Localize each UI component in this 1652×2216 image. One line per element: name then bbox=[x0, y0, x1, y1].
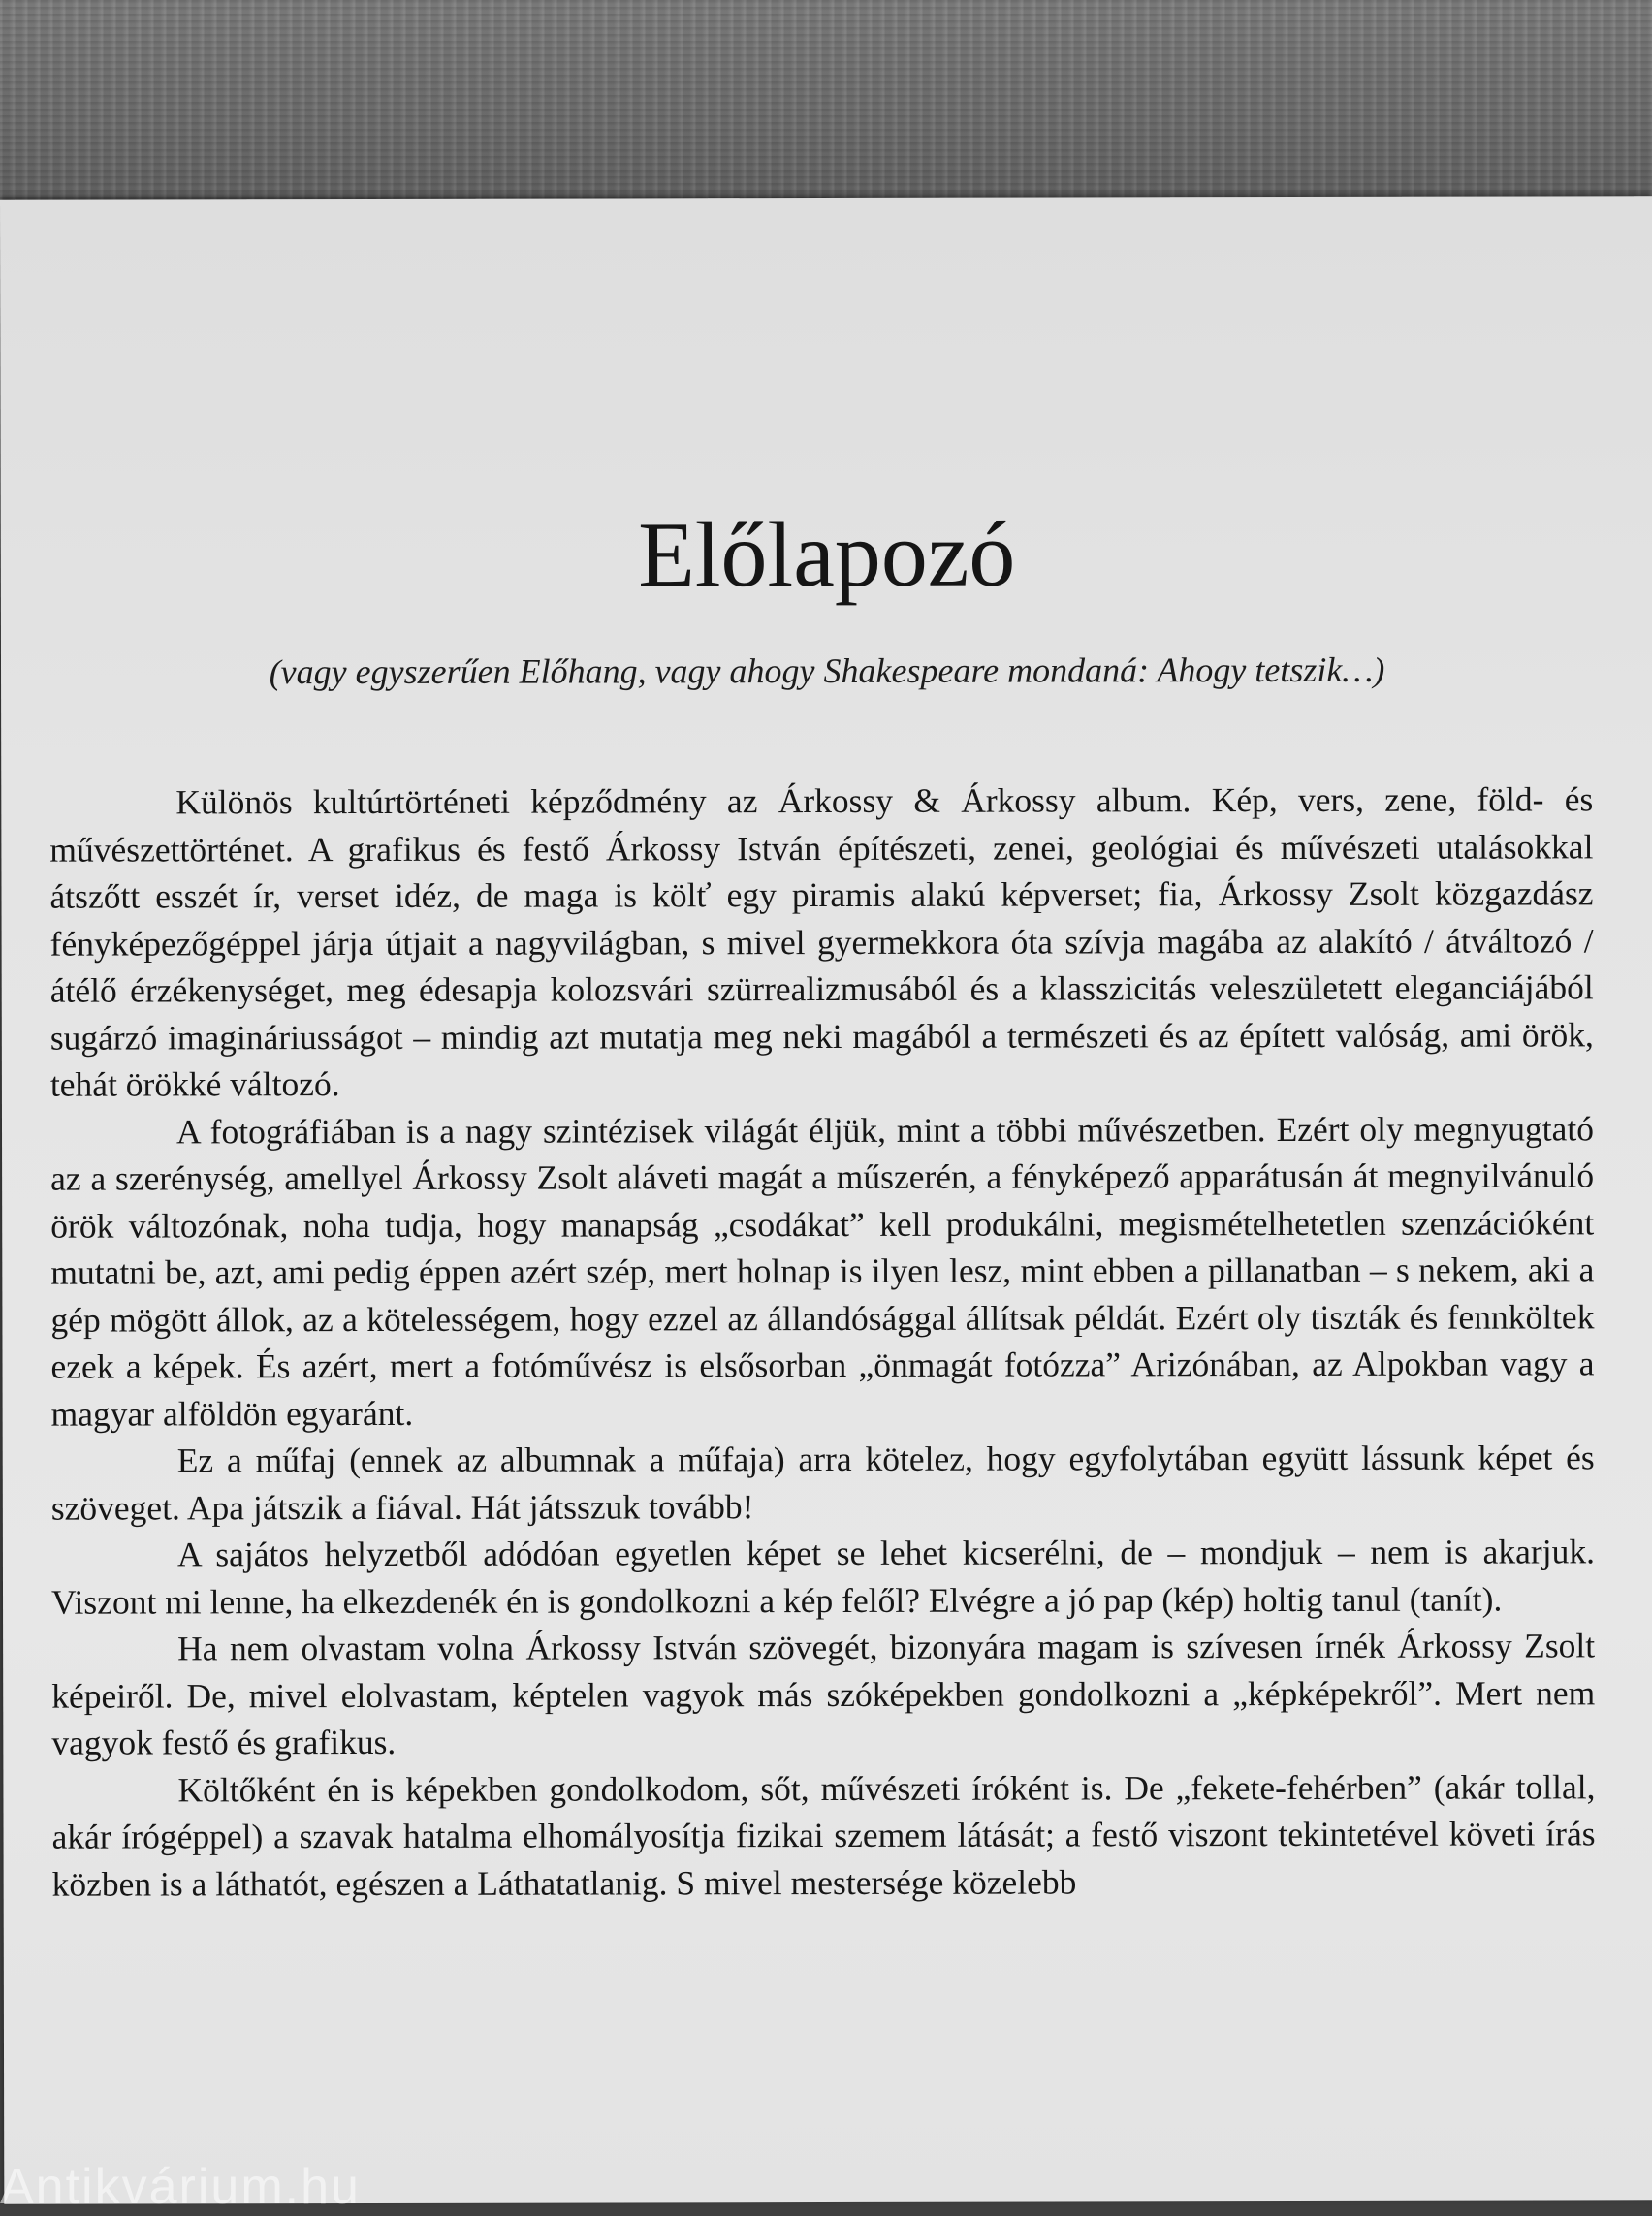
page-subtitle: (vagy egyszerűen Előhang, vagy ahogy Shakespeare mondaná: Ahogy tetszik…) bbox=[269, 649, 1385, 692]
page-title: Előlapozó bbox=[638, 501, 1016, 607]
paragraph-5: Ha nem olvastam volna Árkossy István szövegét, bizonyára magam is szívesen írnék Árkossy Zsolt képeiről. De, mivel elolvastam, képtelen vagyok más szóképekben gondolkozni a „képképekről”. Mert nem vagyok festő és grafikus. bbox=[51, 1626, 1596, 1762]
document-page bbox=[0, 196, 1652, 2204]
paragraph-6: Költőként én is képekben gondolkodom, sőt, művészeti íróként is. De „fekete-fehérben” (akár tollal, akár írógéppel) a szavak hatalma elhomályosítja fizikai szemem látását; a festő viszont tekintetével követi írás közben is a láthatót, egészen a Láthatatlanig. S mivel mestersége közelebb bbox=[51, 1766, 1596, 1904]
paragraph-2: A fotográfiában is a nagy szintézisek világát éljük, mint a többi művészetben. Ezért oly megnyugtató az a szerénység, amellyel Árkossy Zsolt aláveti magát a műszerén, a fényképező apparátusán át megnyilvánuló örök változónak, noha tudja, hogy manapság „csodákat” kell produkálni, megismételhetetlen szenzációként mutatni be, azt, ami pedig éppen azért szép, mert holnap is ilyen lesz, mint ebben a pillanatban – s nekem, aki a gép mögött állok, az a kötelességem, hogy ezzel az állandósággal állítsak példát. Ezért oly tiszták és fennköltek ezek a képek. És azért, mert a fotóművész is elsősorban „önmagát fotózza” Arizónában, az Alpokban vagy a magyar alföldön egyaránt. bbox=[50, 1108, 1595, 1434]
paragraph-4: A sajátos helyzetből adódóan egyetlen képet se lehet kicserélni, de – mondjuk – nem is akarjuk. Viszont mi lenne, ha elkezdenék én is gondolkozni a kép felől? Elvégre a jó pap (kép) holtig tanul (tanít). bbox=[50, 1532, 1595, 1622]
body-text bbox=[49, 776, 1595, 1907]
paragraph-3: Ez a műfaj (ennek az albumnak a műfaja) arra kötelez, hogy egyfolytában együtt lássunk képet és szöveget. Apa játszik a fiával. Hát játsszuk tovább! bbox=[50, 1438, 1595, 1528]
watermark: Antikvárium.hu bbox=[0, 2159, 361, 2215]
paragraph-1: Különös kultúrtörténeti képződmény az Árkossy & Árkossy album. Kép, vers, zene, föld- és művészettörténet. A grafikus és festő Árkossy István építészeti, zenei, geológiai és művészeti utalásokkal átszőtt esszét ír, verset idéz, de maga is kölť egy piramis alakú képverset; fia, Árkossy Zsolt közgazdász fényképezőgéppel járja útjait a nagyvilágban, s mivel gyermekkora óta szívja magába az alakító / átváltozó / átélő érzékenységet, meg édesapja kolozsvári szürrealizmusából és a klasszicitás veleszületett eleganciájából sugárzó imagináriusságot – mindig azt mutatja meg neki magából a természeti és az épített valóság, ami örök, tehát örökké változó. bbox=[49, 779, 1594, 1104]
